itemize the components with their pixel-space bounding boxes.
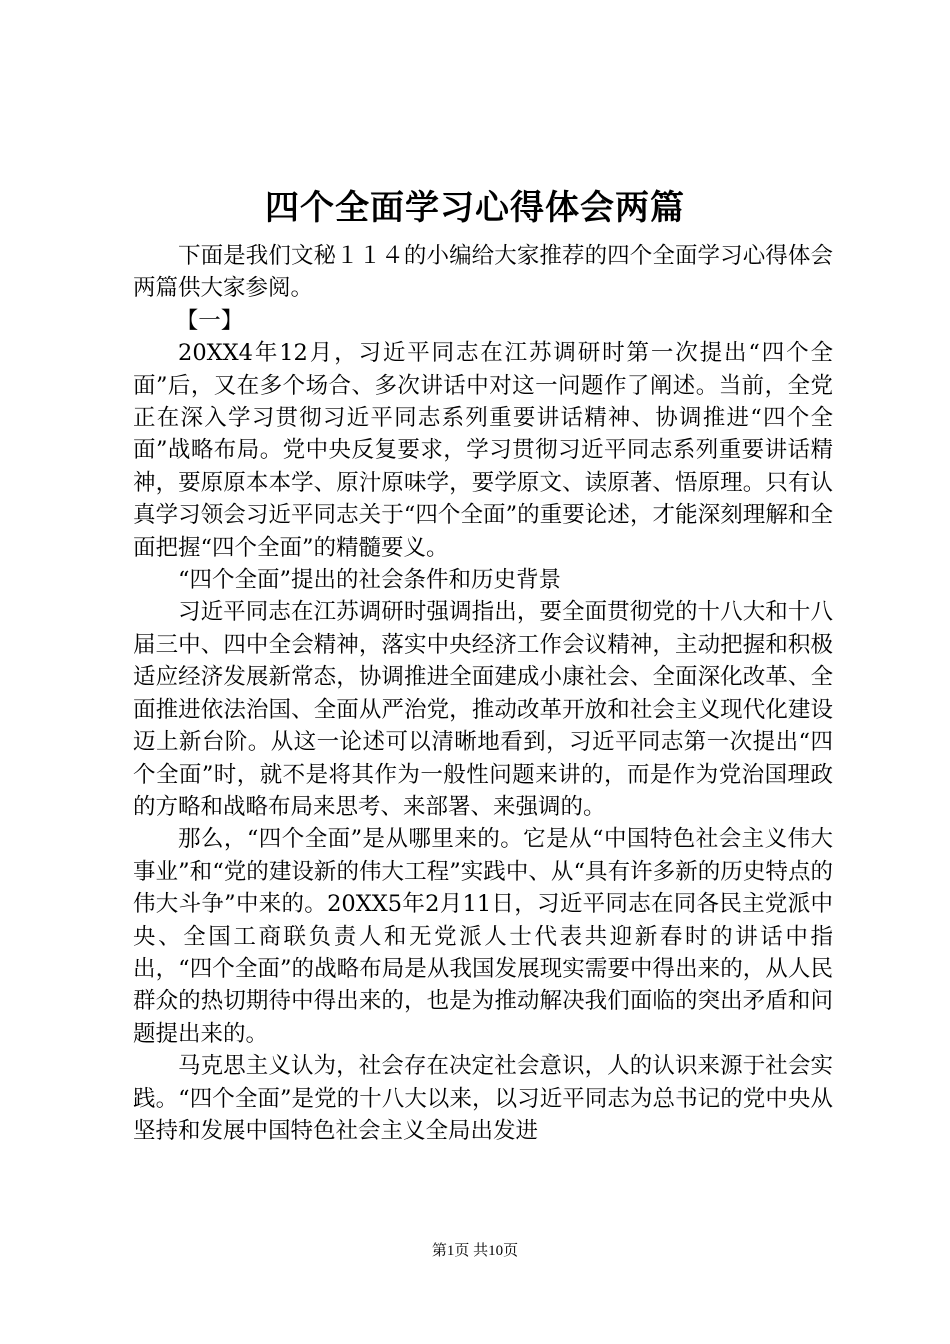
intro-paragraph: 下面是我们文秘１１４的小编给大家推荐的四个全面学习心得体会两篇供大家参阅。 [133,243,833,302]
body-paragraph: 20XX4年12月，习近平同志在江苏调研时第一次提出“四个全面”后，又在多个场合、多次讲话中对这一问题作了阐述。当前，全党正在深入学习贯彻习近平同志系列重要讲话精神、协调推进“四个全面”战略布局。党中央反复要求，学习贯彻习近平同志系列重要讲话精神，要原原本本学、原汁原味学，要学原文、读原著、悟原理。只有认真学习领会习近平同志关于“四个全面”的重要论述，才能深刻理解和全面把握“四个全面”的精髓要义。 [133,340,833,561]
section-label-one: 【一】 [175,307,244,334]
body-paragraph: 那么，“四个全面”是从哪里来的。它是从“中国特色社会主义伟大事业”和“党的建设新的伟大工程”实践中、从“具有许多新的历史特点的伟大斗争”中来的。20XX5年2月11日，习近平同志在同各民主党派中央、全国工商联负责人和无党派人士代表共迎新春时的讲话中指出，“四个全面”的战略布局是从我国发展现实需要中得出来的，从人民群众的热切期待中得出来的，也是为推动解决我们面临的突出矛盾和问题提出来的。 [133,826,833,1047]
subheading: “四个全面”提出的社会条件和历史背景 [178,567,562,594]
document-title: 四个全面学习心得体会两篇 [265,188,685,228]
body-paragraph: 马克思主义认为，社会存在决定社会意识，人的认识来源于社会实践。“四个全面”是党的十八大以来，以习近平同志为总书记的党中央从坚持和发展中国特色社会主义全局出发进 [133,1053,833,1144]
body-paragraph: 习近平同志在江苏调研时强调指出，要全面贯彻党的十八大和十八届三中、四中全会精神，落实中央经济工作会议精神，主动把握和积极适应经济发展新常态，协调推进全面建成小康社会、全面深化改革、全面推进依法治国、全面从严治党，推动改革开放和社会主义现代化建设迈上新台阶。从这一论述可以清晰地看到，习近平同志第一次提出“四个全面”时，就不是将其作为一般性问题来讲的，而是作为党治国理政的方略和战略布局来思考、来部署、来强调的。 [133,599,833,820]
page-footer: 第1页 共10页 [431,1243,519,1259]
document-body [133,240,833,1147]
